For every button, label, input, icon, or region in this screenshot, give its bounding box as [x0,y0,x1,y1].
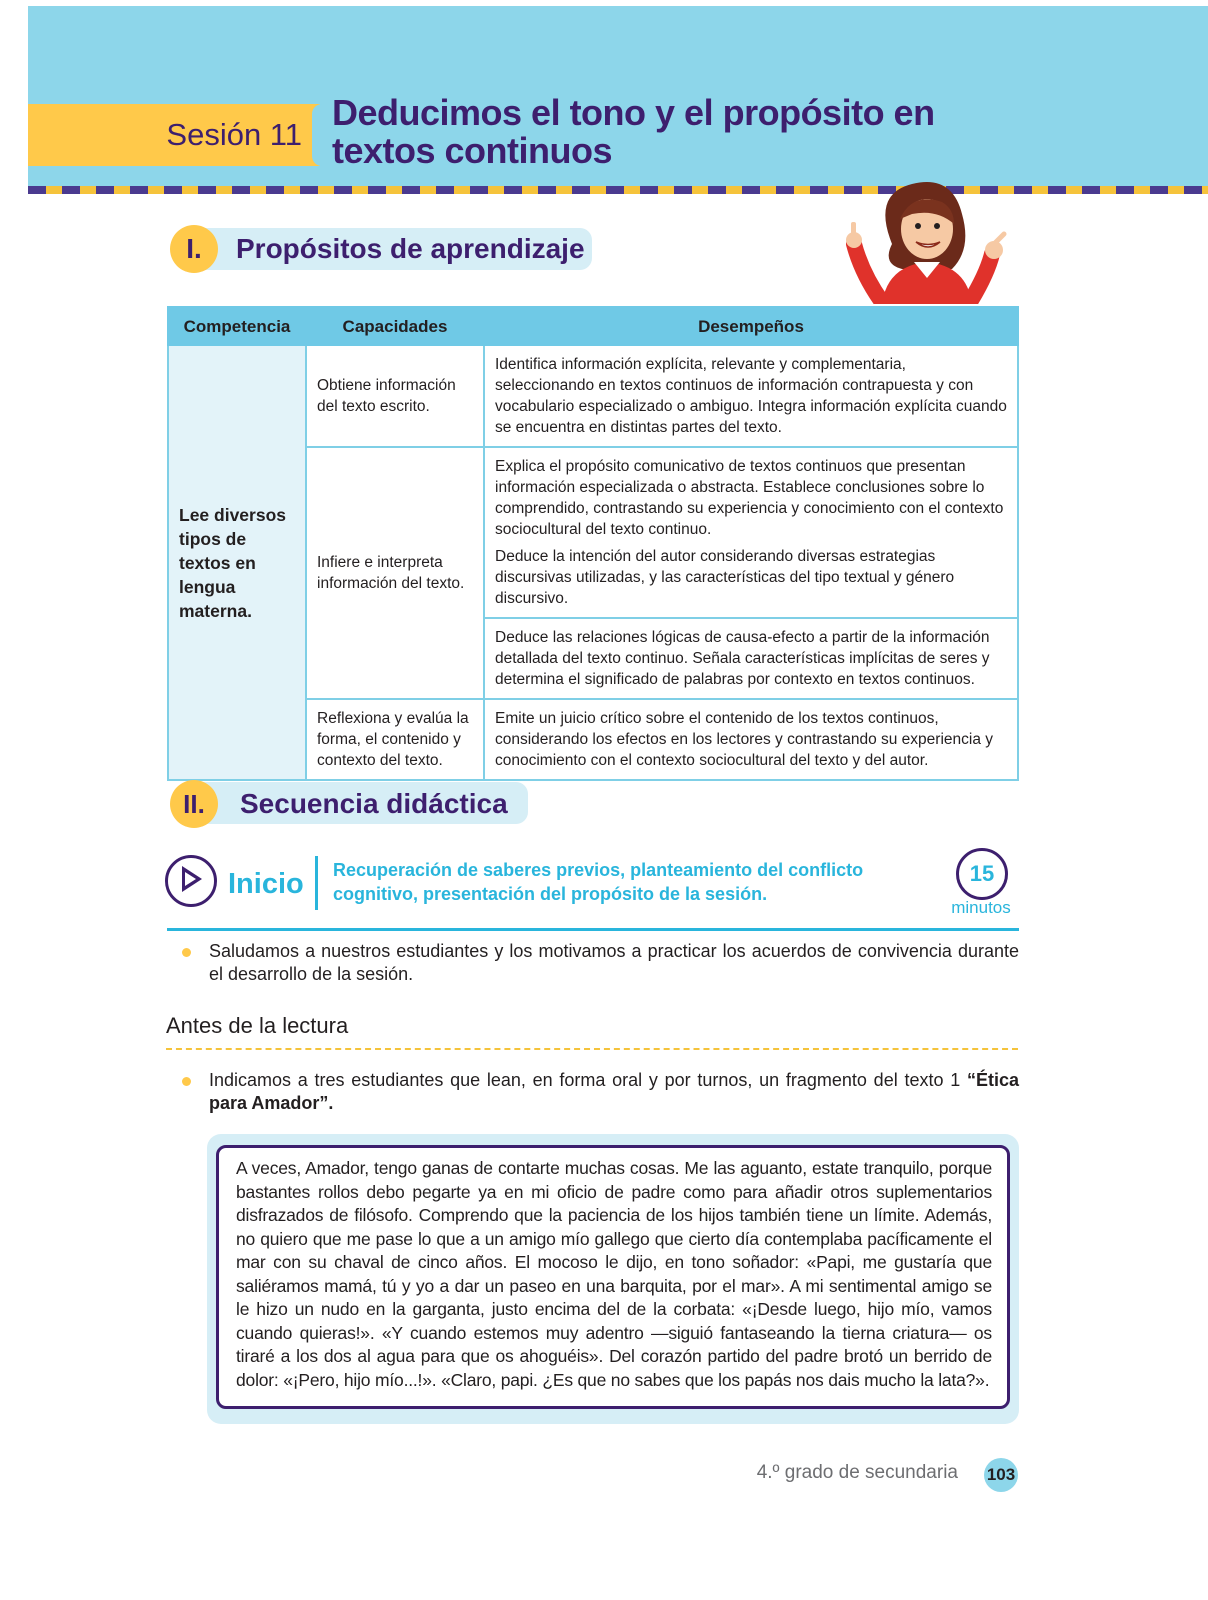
inicio-underline [167,928,1019,931]
desempeno-text: Emite un juicio crítico sobre el contenido de los textos continuos, considerando los efectos en los lectores y contrastando su experiencia y conocimiento con el contexto sociocultural del texto y del autor. [495,710,994,769]
section-1-number: I. [170,225,218,273]
antes-dashed-line [166,1048,1018,1050]
section-1-title: Propósitos de aprendizaje [236,233,585,264]
bullet-text-reading [209,1069,1019,1115]
table-header-desempenos: Desempeños [484,307,1018,345]
section-2-number: II. [170,780,218,828]
inicio-description: Recuperación de saberes previos, planteamiento del conflicto cognitivo, presentación del propósito de la sesión. [333,860,864,904]
session-label: Sesión 11 [166,117,302,152]
desempeno-text: Explica el propósito comunicativo de textos continuos que presentan información especializada o abstracta. Establece conclusiones sobre lo comprendido, contrastando su experiencia y conocimiento con el contexto sociocultural del texto continuo. [495,458,1004,538]
bullet-reading-text: Indicamos a tres estudiantes que lean, en forma oral y por turnos, un fragmento del texto 1 [209,1070,967,1090]
bullet-text-greeting: Saludamos a nuestros estudiantes y los motivamos a practicar los acuerdos de convivencia durante el desarrollo de la sesión. [209,941,1019,984]
desempeno-text: Deduce la intención del autor considerando diversas estrategias discursivas utilizadas, y las características del tipo textual y género discursivo. [495,548,955,607]
table-row [168,345,1018,447]
inicio-divider [315,856,318,910]
page-number: 103 [984,1458,1018,1492]
bullet-dot [182,1077,191,1086]
competencia-cell: Lee diversos tipos de textos en lengua materna. [168,345,306,780]
title-line-1: Deducimos el tono y el propósito en [332,92,935,133]
reading-text: A veces, Amador, tengo ganas de contarte muchas cosas. Me las aguanto, estate tranquilo, porque bastantes rollos debo pegarte ya en mi oficio de padre como para añadir otros suplementarios disfrazados de filósofo. Comprendo que la paciencia de los hijos también tiene un límite. Además, no quiero que me pase lo que a un amigo mío gallego que cierto día contemplaba pacíficamente el mar con su chaval de cinco años. El mocoso le dijo, en tono soñador: «Papi, me gustaría que saliéramos mamá, tú y yo a dar un paseo en una barquita, por el mar». A mi sentimental amigo se le hizo un nudo en la garganta, justo encima del de la corbata: «¡Desde luego, hijo mío, vamos cuando quieras!». «Y cuando estemos muy adentro —siguió fantaseando la tierna criatura— os tiraré a los dos al agua para que os ahoguéis». Del corazón partido del padre brotó un berrido de dolor: «¡Pero, hijo mío...!». «Claro, papi. ¿Es que no sabes que los papás nos dais mucho la lata?». [236,1158,992,1390]
table-header-competencia: Competencia [168,307,306,345]
title-line-2: textos continuos [332,130,613,171]
antes-heading: Antes de la lectura [166,1013,349,1038]
play-triangle-inner [185,872,196,886]
bullet-dot [182,948,191,957]
desempeno-cell [484,345,1018,447]
reading-title-bold: “Ética para Amador”. [209,1070,1019,1113]
table-header-capacidades: Capacidades [306,307,484,345]
inicio-label: Inicio [228,868,304,900]
desempeno-text: Identifica información explícita, relevante y complementaria, seleccionando en textos continuos de información contrapuesta y con vocabulario especializado o ambiguo. Integra información explícita cuando se encuentra en distintas partes del texto. [495,356,1007,436]
desempeno-cell [484,447,1018,699]
teacher-illustration [842,174,1010,304]
desempeno-text: Deduce las relaciones lógicas de causa-efecto a partir de la información detallada del texto continuo. Señala características implícitas de seres y determina el significado de palabras por contexto en textos continuos. [495,629,990,688]
capacidad-cell: Obtiene información del texto escrito. [306,345,484,447]
page-title [332,94,1052,170]
capacidad-cell: Infiere e interpreta información del texto. [306,447,484,699]
timer-unit-label: minutos [951,898,1011,917]
section-2-title: Secuencia didáctica [240,788,508,819]
header-dash-strip [28,186,1208,194]
footer-grade: 4.º grado de secundaria [756,1462,958,1483]
desempeno-cell [484,699,1018,780]
capacidad-cell: Reflexiona y evalúa la forma, el contenido y contexto del texto. [306,699,484,780]
learning-purposes-table [167,306,1019,781]
timer-icon: 15 [956,848,1008,900]
